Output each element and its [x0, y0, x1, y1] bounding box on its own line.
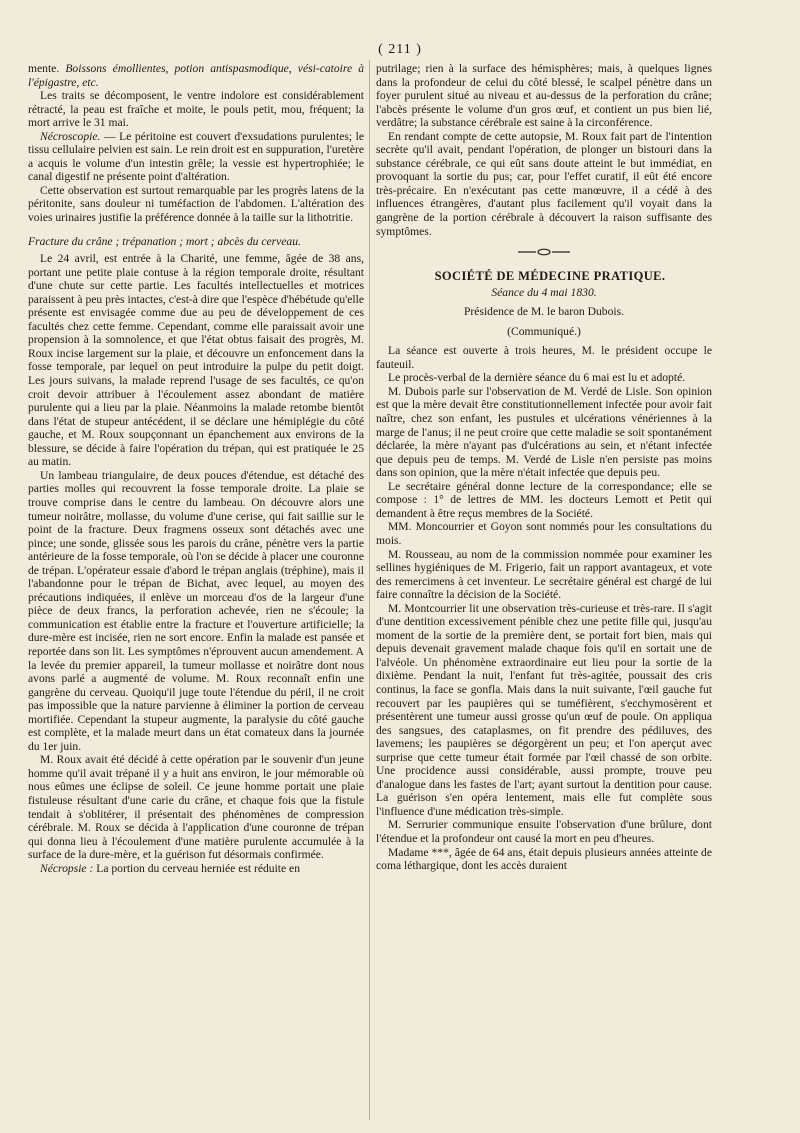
paragraph: MM. Moncourrier et Goyon sont nommés pour les consultations du mois.	[376, 520, 712, 547]
communique-note: (Communiqué.)	[507, 324, 581, 338]
paragraph: Le procès-verbal de la dernière séance du 6 mai est lu et adopté.	[388, 371, 686, 385]
paragraph: Un lambeau triangulaire, de deux pouces d'étendue, est détaché des parties molles qui recouvrent la fosse temporale droite. La plaie se trouve comprise dans le centre du lambeau. On découvre alors une tumeur noirâtre, mollasse, du volume d'une cerise, qui fait saillie sur le point de la fracture. Deux fragmens osseux sont détachés avec une pince; une sonde, glissée sous les parois du crâne, pénètre vers la partie antérieure de la fosse temporale, où l'on se décide à placer une couronne de trépan. L'opérateur essaie d'abord le trépan anglais (tréphine), mais il l'abandonne pour le trépan de Bichat, avec lequel, au moyen des précautions indiquées, il enlève un morceau d'os de la largeur d'une pièce de deux francs, la perforation achevée, rien ne s'écoule; la communication est établie entre la fracture et l'ouverture artificielle; la dure-mère est incisée, rien ne sort encore. Enfin la malade est pansée et reportée dans son lit. Les symptômes n'éprouvent aucun amendement. A la levée du premier appareil, la tumeur mollasse et noirâtre dont nous avons parlé a augmenté de volume. M. Roux reconnaît enfin une gangrène du cerveau. Quoiqu'il juge toute l'étendue du péril, il ne croit pas impossible que la nature parvienne à éliminer la portion de cerveau mortifiée. Cependant la stupeur augmente, la paralysie du côté gauche est complète, et la malade meurt dans un état comateux dans la journée du 1er juin.	[28, 468, 364, 753]
treatment-italic: Boissons émollientes, potion antispasmodique, vési-catoire à l'épigastre, etc.	[28, 62, 365, 89]
left-column	[28, 62, 364, 875]
paragraph: La séance est ouverte à trois heures, M. le président occupe le fauteuil.	[376, 344, 712, 371]
society-heading: SOCIÉTÉ DE MÉDECINE PRATIQUE.	[434, 269, 666, 284]
text-span: — Le péritoine est couvert d'exsudations purulentes; le tissu cellulaire pelvien est sain. Le rein droit est en suppuration, l'uretère a acquis le volume d'un intestin grêle; la vessie est hypertrophiée; le canal digestif ne présente point d'altération.	[28, 129, 364, 184]
paragraph: M. Roux avait été décidé à cette opération par le souvenir d'un jeune homme qu'il avait trépané il y a huit ans environ, le jour mémorable où nous eûmes une éclipse de soleil. Ce jeune homme portait une plaie fistuleuse résultant d'une carie du crâne, et chaque fois que la fistule tendait à s'oblitérer, il présentait des phénomènes de compression cérébrale. M. Roux se décida à l'application d'une couronne de trépan qui donna lieu à l'écoulement d'une matière purulente accumulée à la surface de la dure-mère, et la guérison fut désormais confirmée.	[28, 753, 364, 862]
text-span: mente.	[28, 62, 66, 75]
paragraph: Madame ***, âgée de 64 ans, était depuis plusieurs années atteinte de coma léthargique, dont les accès duraient	[376, 845, 712, 873]
page-number: ( 211 )	[378, 42, 422, 57]
right-column	[376, 62, 712, 873]
paragraph: M. Rousseau, au nom de la commission nommée pour examiner les sellines hygiéniques de M. Frigerio, fait un rapport avantageux, et vote des remercimens à cet inventeur. Le secrétaire général est chargé de lui faire connaître la décision de la Société.	[376, 547, 712, 602]
paragraph	[28, 862, 364, 876]
paragraph: putrilage; rien à la surface des hémisphères; mais, à quelques lignes dans la profondeur de celui du côté blessé, le scalpel pénètre dans un foyer purulent situé au niveau et au-dessus de la perforation du crâne; l'abcès présente le volume d'un gros œuf, et contient un pus bien lié, verdâtre; la substance cérébrale est saine à la circonférence.	[376, 62, 712, 130]
necropsy-label: Nécropsie :	[40, 861, 94, 875]
paragraph: Le secrétaire général donne lecture de la correspondance; elle se compose : 1° de lettres de MM. les docteurs Lemott et Petit qui demandent à être reçus membres de la Société.	[376, 479, 712, 520]
paragraph	[28, 62, 364, 89]
paragraph	[28, 130, 364, 184]
section-title: Fracture du crâne ; trépanation ; mort ; abcès du cerveau.	[28, 234, 301, 248]
ornament-divider-icon	[514, 248, 574, 256]
column-rule	[369, 60, 370, 1120]
paragraph: Les traits se décomposent, le ventre indolore est considérablement rétracté, la peau est fraîche et moite, le pouls petit, mou, fréquent; la mort arrive le 31 mai.	[28, 89, 364, 130]
paragraph: M. Dubois parle sur l'observation de M. Verdé de Lisle. Son opinion est que la mère devait être constitutionnellement infectée pour avoir fait naître, chez son enfant, les pustules et ulcérations vénériennes à la marge de l'anus; il ne peut croire que cette maladie se soit spontanément déclarée, la mère n'ayant pas d'ulcérations au sein, et n'étant infectée que depuis peu de temps. M. Verdé de Lisle n'en persiste pas moins dans son opinion, que la mère n'était infectée que depuis peu.	[376, 384, 712, 480]
paragraph: Cette observation est surtout remarquable par les progrès latens de la péritonite, sans douleur ni tuméfaction de l'abdomen. L'altération des voies urinaires justifie la préférence donnée à la taille sur la lithotritie.	[28, 183, 364, 225]
session-date: Séance du 4 mai 1830.	[491, 285, 597, 299]
presidency-line: Présidence de M. le baron Dubois.	[463, 305, 625, 319]
paragraph: Le 24 avril, est entrée à la Charité, une femme, âgée de 38 ans, portant une petite plaie contuse à la région temporale droite, résultant d'une chute sur cette partie. Les facultés intellectuelles et motrices paraissent à peu près intactes, c'est-à dire que l'espèce d'hébétude qu'elle présente est envisagée comme due au peu de développement de ces facultés chez cette femme. Cependant, comme elle paraissait avoir une propension à la somnolence, et que l'état obtus faisait des progrès, M. Roux incise largement sur la plaie, et découvre un enfoncement dans la fosse temporale, par lequel on peut introduire la pulpe du petit doigt. Les jours suivans, la malade reprend l'usage de ses facultés, ce qu'on croit devoir attribuer à l'écoulement assez abondant de matière purulente qui a lieu par la plaie. Néanmoins la malade retombe bientôt dans l'état de stupeur antécédent, il se déclare une hémiplégie du côté gauche, et M. Roux soupçonnant un épanchement aux environs de la blessure, se décide à faire l'opération du trépan, qui est pratiquée le 25 au matin.	[28, 252, 364, 469]
paragraph: En rendant compte de cette autopsie, M. Roux fait part de l'intention secrète qu'il avait, pendant l'opération, de plonger un bistouri dans la substance cérébrale, ce qui eût sans doute atteint le but immédiat, en provoquant la sortie du pus; car, pour l'effet curatif, il eût été encore très-précaire. En n'exécutant pas cette manœuvre, il a cédé à des influences étrangères, d'autant plus facilement qu'il voyait dans la gangrène de la portion cérébrale à découvert la raison suffisante des symptômes.	[376, 129, 712, 238]
paragraph: M. Serrurier communique ensuite l'observation d'une brûlure, dont l'étendue et la profondeur ont causé la mort en peu d'heures.	[376, 818, 712, 845]
paragraph: M. Montcourrier lit une observation très-curieuse et très-rare. Il s'agit d'une dentition excessivement pénible chez une petite fille qui, jusqu'au moment de la sortie de la première dent, se portait fort bien, mais qui depuis devenait gravement malade chaque fois qu'il en sortait une de l'alvéole. Un phénomène extraordinaire eut lieu pour la sortie de la dixième. Pendant la nuit, l'enfant fut très-agitée, poussait des cris continus, la face se gonfla. Mais dans la nuit suivante, l'œil gauche fut recouvert par les paupières qui se tuméfièrent, s'ecchymosèrent et présentèrent une tumeur aussi grosse qu'un œuf de poule. On appliqua des sangsues, des cataplasmes, on fit prendre des pédiluves, des lavemens; les paupières se dégorgèrent un peu; et l'on aperçut avec surprise que cette tumeur était formée par l'œil chassé de son orbite. Une procidence aussi considérable, aussi prompte, trouve peu d'analogue dans les fastes de l'art; ayant surtout la dentition pour cause. La guérison s'en opéra lentement, mais elle fut complète sous l'influence d'une médication très-simple.	[376, 601, 712, 818]
text-span: La portion du cerveau herniée est réduite en	[93, 861, 301, 875]
necroscopy-label: Nécroscopie.	[40, 129, 101, 143]
